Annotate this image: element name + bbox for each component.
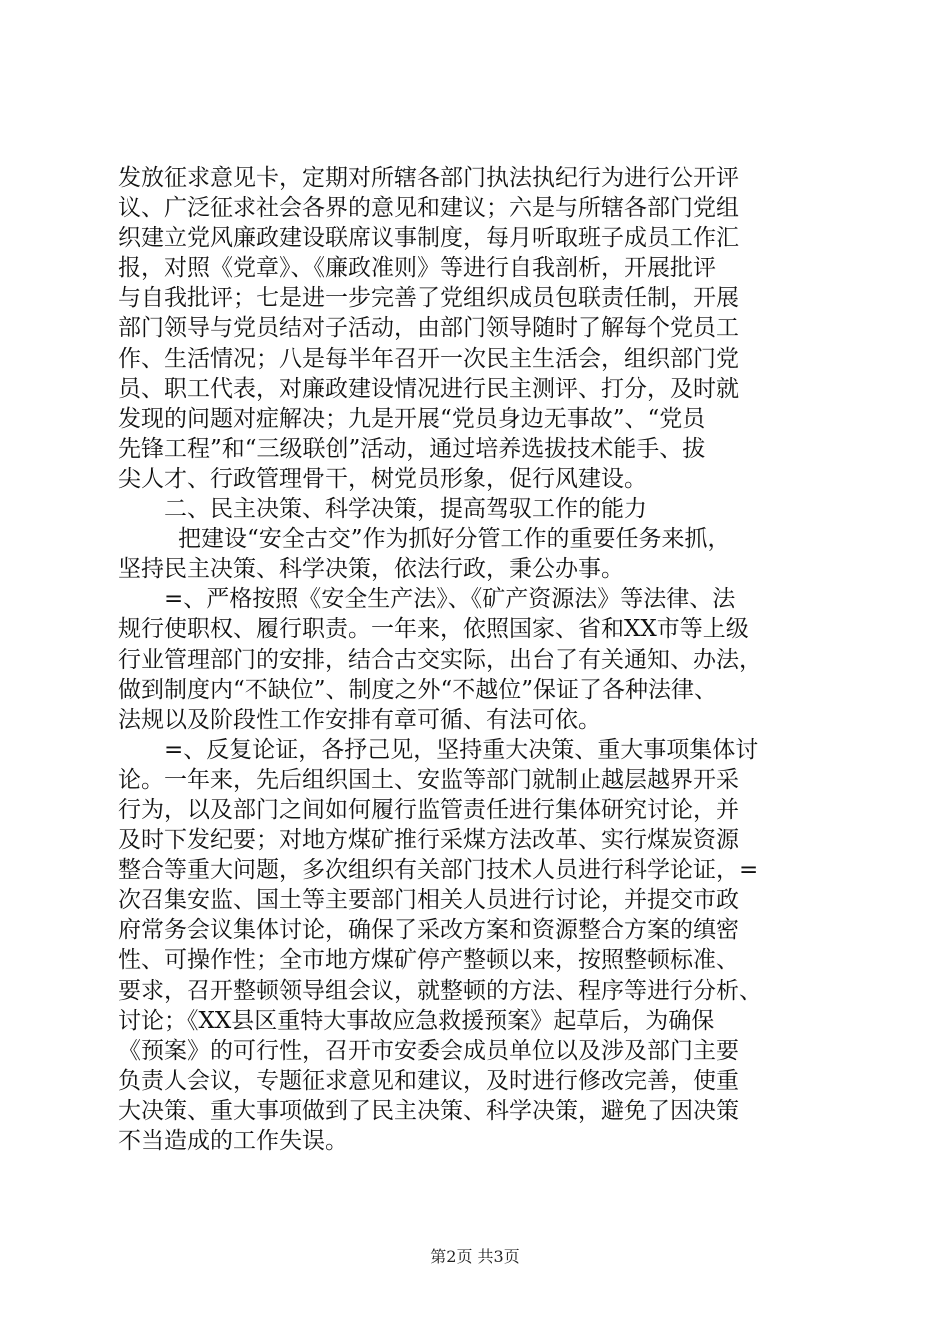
text-line: 员、职工代表，对廉政建设情况进行民主测评、打分，及时就 — [118, 375, 739, 402]
text-line: 发放征求意见卡，定期对所辖各部门执法执纪行为进行公开评 — [118, 165, 739, 191]
text-line: 尖人才、行政管理骨干，树党员形象，促行风建设。 — [118, 465, 647, 492]
text-line: 部门领导与党员结对子活动，由部门领导随时了解每个党员工 — [118, 315, 739, 342]
text-line: 坚持民主决策、科学决策，依法行政，秉公办事。 — [118, 556, 624, 583]
text-line: 作、生活情况；八是每半年召开一次民主生活会，组织部门党 — [118, 345, 739, 372]
text-line: 性、可操作性；全市地方煤矿停产整顿以来，按照整顿标准、 — [118, 947, 739, 974]
text-line: 不当造成的工作失误。 — [118, 1128, 348, 1154]
text-line: 规行使职权、履行职责。一年来，依照国家、省和XX市等上级 — [118, 616, 749, 643]
text-line: 论。一年来，先后组织国土、安监等部门就制止越层越界开采 — [118, 766, 739, 793]
text-line: 负责人会议，专题征求意见和建议，及时进行修改完善，使重 — [118, 1067, 739, 1094]
page-number-footer: 第2页 共3页 — [430, 1247, 520, 1266]
text-line: 法规以及阶段性工作安排有章可循、有法可依。 — [118, 706, 601, 733]
text-line: =、反复论证，各抒己见，坚持重大决策、重大事项集体讨 — [164, 736, 759, 763]
text-line: =、严格按照《安全生产法》、《矿产资源法》等法律、法 — [164, 586, 736, 613]
text-line: 先锋工程”和“三级联创”活动，通过培养选拔技术能手、拔 — [118, 435, 706, 462]
text-line: 发现的问题对症解决；九是开展“党员身边无事故”、“党员 — [118, 405, 706, 432]
text-line: 《预案》的可行性，召开市安委会成员单位以及涉及部门主要 — [118, 1037, 739, 1064]
text-line: 议、广泛征求社会各界的意见和建议；六是与所辖各部门党组 — [118, 195, 739, 222]
document-body — [118, 163, 840, 1156]
text-line: 整合等重大问题，多次组织有关部门技术人员进行科学论证，= — [118, 857, 759, 884]
text-line: 报，对照《党章》、《廉政准则》等进行自我剖析，开展批评 — [118, 255, 716, 282]
text-line: 把建设“安全古交”作为抓好分管工作的重要任务来抓， — [178, 526, 731, 553]
text-line: 要求，召开整顿领导组会议，就整顿的方法、程序等进行分析、 — [118, 977, 762, 1004]
text-line: 织建立党风廉政建设联席议事制度，每月听取班子成员工作汇 — [118, 225, 739, 252]
text-line: 大决策、重大事项做到了民主决策、科学决策，避免了因决策 — [118, 1097, 739, 1124]
text-line: 与自我批评；七是进一步完善了党组织成员包联责任制，开展 — [118, 285, 739, 312]
text-line: 行为，以及部门之间如何履行监管责任进行集体研究讨论，并 — [118, 796, 739, 823]
text-line: 行业管理部门的安排，结合古交实际，出台了有关通知、办法， — [118, 646, 762, 673]
section-heading: 二、民主决策、科学决策，提高驾驭工作的能力 — [164, 496, 647, 523]
text-line: 府常务会议集体讨论，确保了采改方案和资源整合方案的缜密 — [118, 917, 739, 944]
text-line: 讨论；《XX县区重特大事故应急救援预案》起草后，为确保 — [118, 1007, 715, 1034]
text-line: 及时下发纪要；对地方煤矿推行采煤方法改革、实行煤炭资源 — [118, 827, 739, 854]
text-line: 做到制度内“不缺位”、制度之外“不越位”保证了各种法律、 — [118, 676, 718, 703]
text-line: 次召集安监、国土等主要部门相关人员进行讨论，并提交市政 — [118, 887, 739, 914]
